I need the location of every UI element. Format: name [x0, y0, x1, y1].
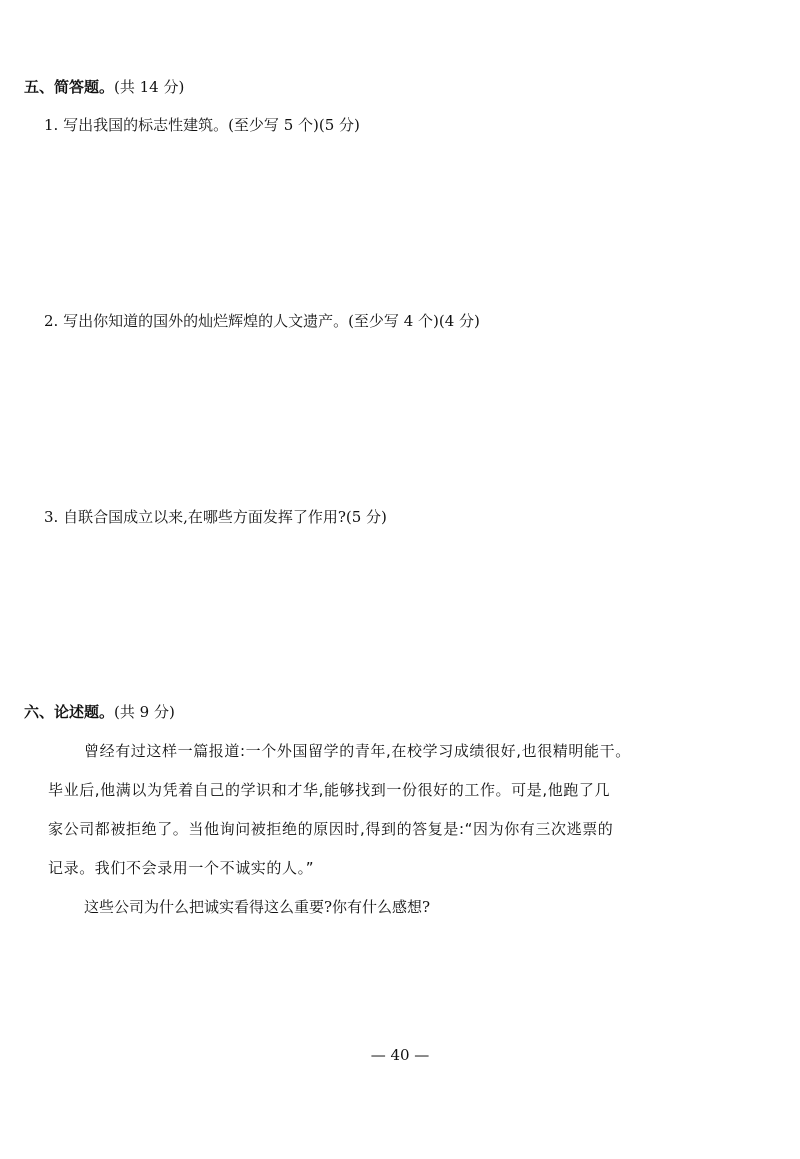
question-5-1: 1. 写出我国的标志性建筑。(至少写 5 个)(5 分) [44, 116, 360, 134]
passage-line-1: 曾经有过这样一篇报道:一个外国留学的青年,在校学习成绩很好,也很精明能干。 [84, 742, 631, 760]
question-5-3: 3. 自联合国成立以来,在哪些方面发挥了作用?(5 分) [44, 508, 387, 526]
passage-line-3: 家公司都被拒绝了。当他询问被拒绝的原因时,得到的答复是:“因为你有三次逃票的 [48, 820, 614, 838]
question-5-2: 2. 写出你知道的国外的灿烂辉煌的人文遗产。(至少写 4 个)(4 分) [44, 312, 480, 330]
passage-line-4: 记录。我们不会录用一个不诚实的人。” [48, 859, 315, 877]
section-6-title: 六、论述题。 [24, 703, 115, 721]
section-6-heading [24, 702, 175, 722]
section-5-score: (共 14 分) [114, 78, 185, 96]
section-6-score: (共 9 分) [114, 703, 175, 721]
section-5-heading [24, 77, 184, 97]
passage-line-2: 毕业后,他满以为凭着自己的学识和才华,能够找到一份很好的工作。可是,他跑了几 [48, 781, 611, 799]
section-5-title: 五、简答题。 [24, 78, 115, 96]
page-number: — 40 — [370, 1046, 430, 1064]
question-6: 这些公司为什么把诚实看得这么重要?你有什么感想? [84, 898, 431, 916]
